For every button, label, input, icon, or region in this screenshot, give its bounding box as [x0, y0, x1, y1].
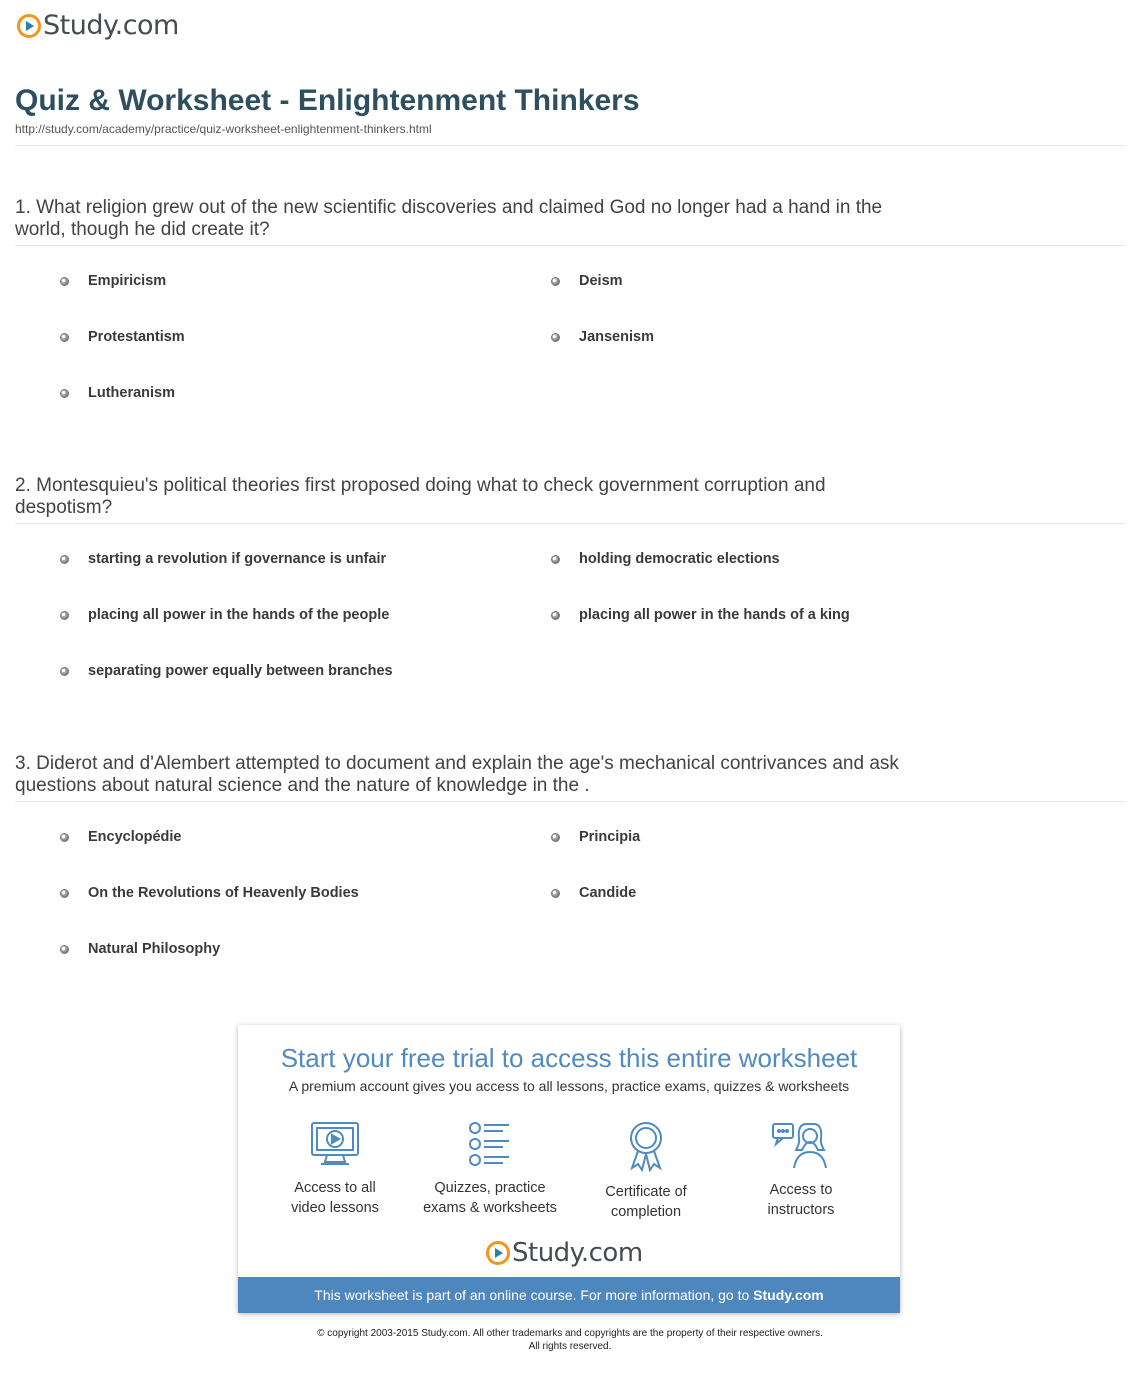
- feature-label: Quizzes, practice exams & worksheets: [423, 1180, 557, 1216]
- feature-label: Certificate of completion: [605, 1184, 687, 1220]
- feature-video-lessons: [260, 1120, 410, 1218]
- q3-option-a[interactable]: Encyclopédie: [60, 829, 181, 845]
- radio-button[interactable]: [60, 277, 69, 286]
- logo-text: Study.com: [512, 1238, 643, 1268]
- q1-option-b[interactable]: Deism: [551, 273, 623, 289]
- question-1-text: 1. What religion grew out of the new scientific discoveries and claimed God no longer had a hand in the world, though he did create it?: [15, 197, 883, 240]
- radio-button[interactable]: [551, 889, 560, 898]
- radio-button[interactable]: [551, 833, 560, 842]
- radio-button[interactable]: [551, 555, 560, 564]
- q3-option-b[interactable]: Principia: [551, 829, 640, 845]
- q2-option-c[interactable]: placing all power in the hands of the people: [60, 607, 389, 623]
- promo-headline[interactable]: Start your free trial to access this entire worksheet: [280, 1043, 858, 1073]
- q3-option-c[interactable]: On the Revolutions of Heavenly Bodies: [60, 885, 359, 901]
- radio-button[interactable]: [551, 333, 560, 342]
- quiz-list-icon: [467, 1120, 513, 1168]
- q1-option-c[interactable]: Protestantism: [60, 329, 185, 345]
- question-1-divider: [15, 245, 1125, 246]
- radio-button[interactable]: [60, 945, 69, 954]
- radio-button[interactable]: [551, 611, 560, 620]
- radio-button[interactable]: [60, 389, 69, 398]
- feature-instructors: [726, 1120, 876, 1220]
- q2-option-d[interactable]: placing all power in the hands of a king: [551, 607, 850, 623]
- radio-button[interactable]: [60, 889, 69, 898]
- feature-quizzes: [415, 1120, 565, 1218]
- header-divider: [15, 145, 1125, 146]
- promo-study-logo[interactable]: [486, 1238, 643, 1268]
- page-url: http://study.com/academy/practice/quiz-worksheet-enlightenment-thinkers.html: [15, 122, 432, 136]
- video-lesson-icon: [309, 1120, 361, 1168]
- q3-option-e[interactable]: Natural Philosophy: [60, 941, 220, 957]
- copyright-line: © copyright 2003-2015 Study.com. All other trademarks and copyrights are the property of their respective owners.: [317, 1328, 823, 1339]
- logo-text: Study.com: [43, 10, 179, 41]
- play-logo-icon: [486, 1241, 510, 1265]
- free-trial-promo: [238, 1025, 900, 1313]
- radio-button[interactable]: [551, 277, 560, 286]
- q2-option-a[interactable]: starting a revolution if governance is unfair: [60, 551, 386, 567]
- q2-option-b[interactable]: holding democratic elections: [551, 551, 780, 567]
- course-info-text: This worksheet is part of an online course. For more information, go to: [314, 1287, 754, 1303]
- feature-label: Access to instructors: [767, 1182, 835, 1218]
- question-2-divider: [15, 523, 1125, 524]
- q3-option-d[interactable]: Candide: [551, 885, 636, 901]
- q2-option-e[interactable]: separating power equally between branches: [60, 663, 393, 679]
- q1-option-a[interactable]: Empiricism: [60, 273, 166, 289]
- page-title: Quiz & Worksheet - Enlightenment Thinkers: [15, 84, 640, 117]
- study-link[interactable]: Study.com: [753, 1287, 824, 1303]
- question-2-text: 2. Montesquieu's political theories first proposed doing what to check government corruption and despotism?: [15, 475, 826, 518]
- play-logo-icon: [17, 14, 41, 38]
- q1-option-e[interactable]: Lutheranism: [60, 385, 175, 401]
- course-info-bar[interactable]: [238, 1277, 900, 1313]
- copyright-notice: [0, 1327, 1140, 1353]
- feature-certificate: [571, 1120, 721, 1222]
- instructor-chat-icon: [770, 1120, 832, 1170]
- promo-subtext: A premium account gives you access to all lessons, practice exams, quizzes & worksheets: [288, 1078, 850, 1094]
- certificate-ribbon-icon: [624, 1120, 668, 1172]
- q1-option-d[interactable]: Jansenism: [551, 329, 654, 345]
- radio-button[interactable]: [60, 833, 69, 842]
- radio-button[interactable]: [60, 667, 69, 676]
- radio-button[interactable]: [60, 555, 69, 564]
- study-logo[interactable]: [17, 10, 179, 41]
- question-3-text: 3. Diderot and d'Alembert attempted to document and explain the age's mechanical contrivances and ask questions about natural science and the nature of knowledge in the .: [15, 753, 899, 796]
- rights-line: All rights reserved.: [528, 1341, 612, 1352]
- radio-button[interactable]: [60, 333, 69, 342]
- question-3-divider: [15, 801, 1125, 802]
- radio-button[interactable]: [60, 611, 69, 620]
- feature-label: Access to all video lessons: [291, 1180, 379, 1216]
